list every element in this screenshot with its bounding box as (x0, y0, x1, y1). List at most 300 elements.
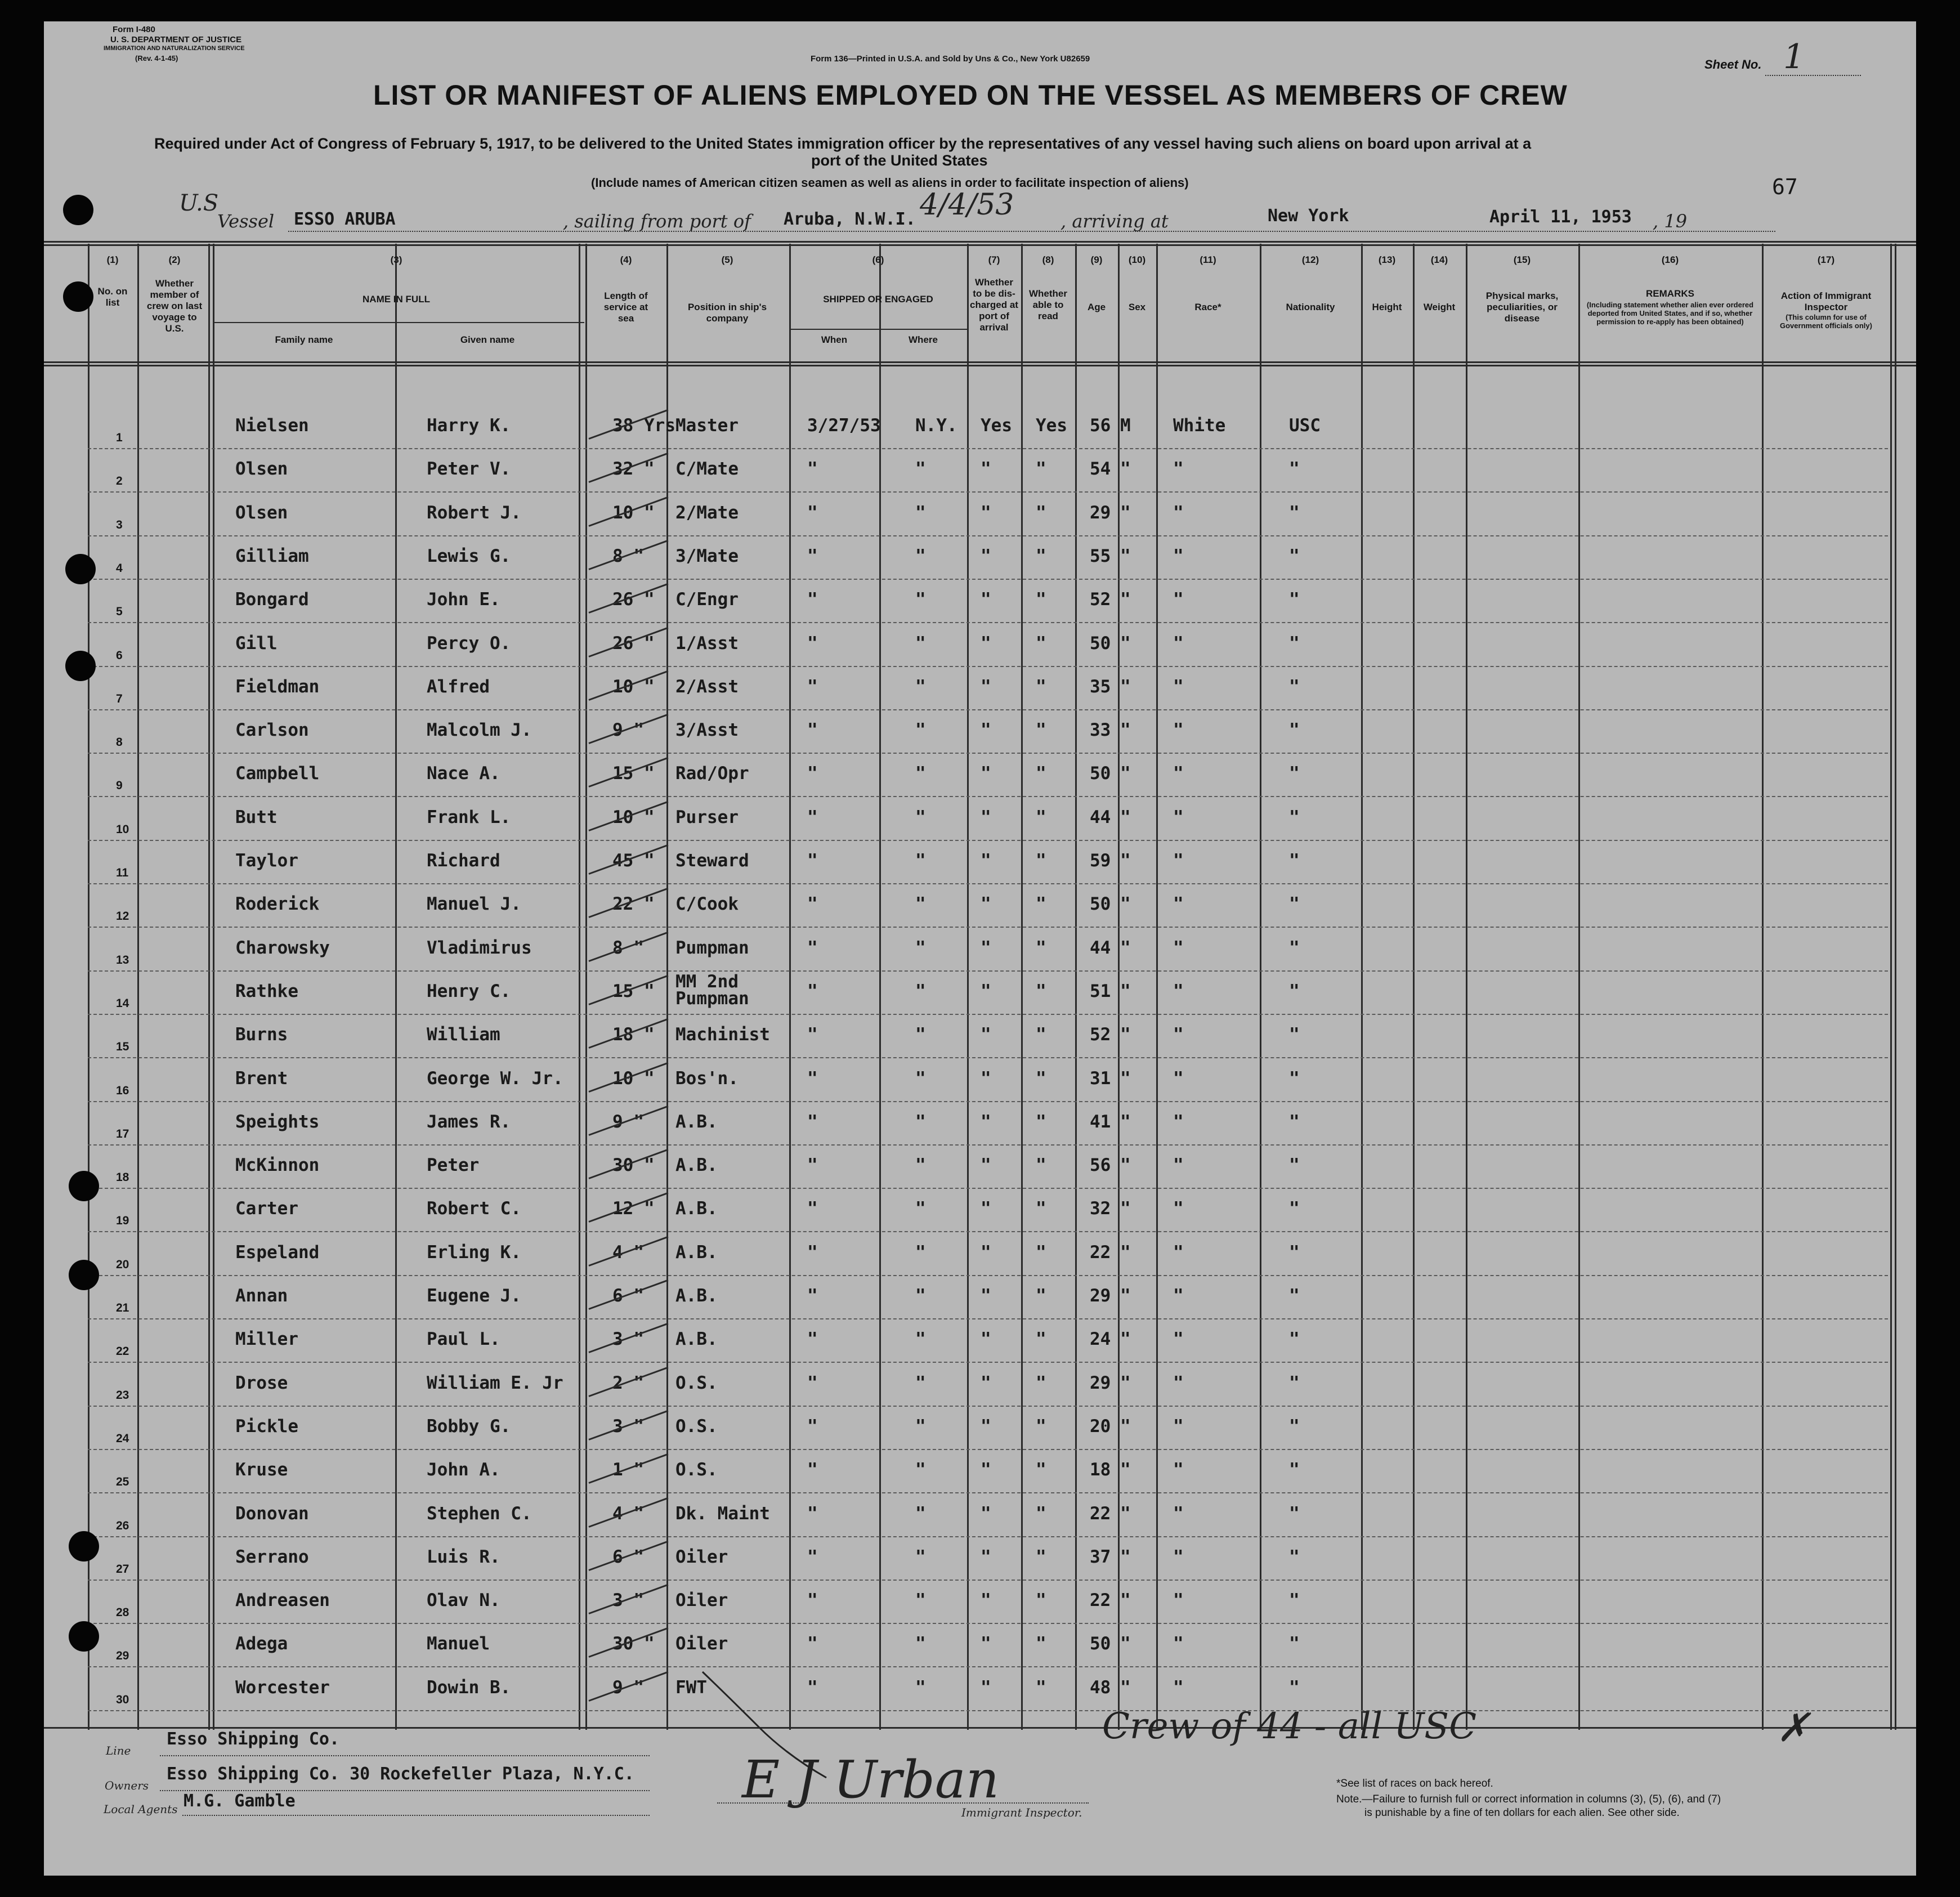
crew-length-of-service: 10 " (612, 1068, 655, 1089)
crew-race: " (1173, 589, 1184, 610)
crew-sex: " (1120, 1634, 1131, 1654)
crew-given-name: John E. (427, 589, 500, 610)
crew-shipped-where: " (915, 1242, 926, 1263)
crew-length-of-service: 32 " (612, 459, 655, 479)
vessel-name: ESSO ARUBA (294, 209, 396, 229)
crew-age: 24 (1090, 1329, 1111, 1349)
crew-nationality: " (1289, 589, 1300, 610)
col-num-10: (10) (1128, 254, 1146, 265)
crew-discharged: " (981, 546, 991, 566)
row-number: 16 (116, 1084, 129, 1097)
crew-given-name: George W. Jr. (427, 1068, 563, 1089)
row-rule (88, 1623, 1888, 1624)
crew-length-of-service: 6 " (612, 1286, 644, 1306)
sheet-number: 1 (1783, 37, 1805, 77)
crew-sex: " (1120, 1373, 1131, 1393)
crew-family-name: Kruse (235, 1460, 288, 1480)
head-remarks: REMARKS (1646, 288, 1694, 299)
crew-able-to-read: " (1036, 1373, 1046, 1393)
arrival-date: April 11, 1953 (1489, 207, 1632, 227)
crew-position: Dk. Maint (675, 1504, 770, 1524)
crew-discharged: " (981, 1155, 991, 1175)
races-note: *See list of races on back hereof. (1336, 1778, 1493, 1789)
row-rule (88, 1580, 1888, 1581)
crew-sex: " (1120, 1155, 1131, 1175)
crew-age: 32 (1090, 1198, 1111, 1219)
crew-discharged: " (981, 1329, 991, 1349)
row-rule (88, 1101, 1888, 1102)
row-number: 30 (116, 1693, 129, 1706)
crew-length-of-service: 30 " (612, 1155, 655, 1175)
crew-age: 20 (1090, 1416, 1111, 1437)
crew-shipped-when: " (807, 1024, 818, 1045)
crew-position: C/Mate (675, 459, 739, 479)
crew-shipped-where: " (915, 1286, 926, 1306)
crew-race: " (1173, 851, 1184, 871)
crew-discharged: Yes (981, 415, 1012, 436)
crew-family-name: Carlson (235, 720, 309, 740)
crew-family-name: Speights (235, 1112, 320, 1132)
crew-position: Oiler (675, 1590, 728, 1610)
crew-able-to-read: " (1036, 851, 1046, 871)
crew-shipped-where: " (915, 1198, 926, 1219)
crew-shipped-when: " (807, 1590, 818, 1610)
punch-hole (69, 1260, 99, 1290)
col-num-8: (8) (1042, 254, 1054, 265)
row-rule (88, 1144, 1888, 1146)
crew-sex: " (1120, 1329, 1131, 1349)
crew-shipped-when: " (807, 1677, 818, 1698)
crew-discharged: " (981, 1373, 991, 1393)
head-family-name: Family name (275, 334, 333, 345)
crew-nationality: " (1289, 1155, 1300, 1175)
row-number: 10 (116, 823, 129, 836)
crew-shipped-where: " (915, 1547, 926, 1567)
line-value: Esso Shipping Co. (167, 1729, 340, 1749)
row-number: 13 (116, 954, 129, 967)
crew-given-name: Manuel (427, 1634, 490, 1654)
crew-position: 2/Mate (675, 503, 739, 523)
crew-nationality: " (1289, 807, 1300, 827)
arriving-label: , arriving at (1060, 211, 1169, 232)
signature-stroke (697, 1665, 843, 1789)
crew-shipped-where: " (915, 894, 926, 914)
crew-shipped-where: " (915, 1634, 926, 1654)
crew-discharged: " (981, 763, 991, 784)
row-rule (88, 1014, 1888, 1015)
row-number: 22 (116, 1345, 129, 1358)
crew-given-name: Harry K. (427, 415, 511, 436)
crew-position: 3/Mate (675, 546, 739, 566)
crew-nationality: " (1289, 1677, 1300, 1698)
crew-position: Pumpman (675, 938, 749, 958)
head-shipped: SHIPPED OR ENGAGED (823, 294, 933, 305)
crew-length-of-service: 2 " (612, 1373, 644, 1393)
row-number: 3 (116, 518, 123, 531)
row-rule (88, 622, 1888, 623)
crew-family-name: Drose (235, 1373, 288, 1393)
crew-race: " (1173, 981, 1184, 1001)
crew-shipped-where: " (915, 1373, 926, 1393)
crew-position: O.S. (675, 1460, 718, 1480)
row-number: 26 (116, 1519, 129, 1532)
crew-nationality: " (1289, 851, 1300, 871)
crew-discharged: " (981, 1460, 991, 1480)
crew-given-name: Erling K. (427, 1242, 521, 1263)
crew-shipped-when: " (807, 589, 818, 610)
crew-sex: " (1120, 1112, 1131, 1132)
crew-shipped-when: " (807, 894, 818, 914)
crew-nationality: " (1289, 1416, 1300, 1437)
crew-age: 59 (1090, 851, 1111, 871)
col-num-11: (11) (1200, 254, 1216, 265)
crew-sex: " (1120, 851, 1131, 871)
crew-nationality: " (1289, 763, 1300, 784)
crew-able-to-read: " (1036, 459, 1046, 479)
crew-sex: " (1120, 1416, 1131, 1437)
crew-family-name: Rathke (235, 981, 298, 1001)
crew-length-of-service: 8 " (612, 938, 644, 958)
crew-shipped-when: " (807, 503, 818, 523)
crew-age: 18 (1090, 1460, 1111, 1480)
col-num-5: (5) (721, 254, 733, 265)
row-number: 6 (116, 649, 123, 662)
crew-position: 1/Asst (675, 633, 739, 654)
crew-nationality: " (1289, 1286, 1300, 1306)
crew-shipped-where: " (915, 720, 926, 740)
crew-discharged: " (981, 720, 991, 740)
col-num-7: (7) (988, 254, 1000, 265)
crew-discharged: " (981, 1024, 991, 1045)
inspector-check-mark: ✗ (1776, 1704, 1810, 1751)
crew-age: 50 (1090, 633, 1111, 654)
crew-race: " (1173, 1198, 1184, 1219)
head-physical-marks: Physical marks, peculiarities, or disease (1485, 290, 1559, 324)
row-rule (88, 1406, 1888, 1407)
crew-shipped-when: " (807, 1286, 818, 1306)
owners-value: Esso Shipping Co. 30 Rockefeller Plaza, N.Y.C. (167, 1764, 634, 1784)
crew-age: 29 (1090, 1286, 1111, 1306)
head-where: Where (909, 334, 938, 345)
crew-age: 22 (1090, 1590, 1111, 1610)
crew-position: C/Cook (675, 894, 739, 914)
crew-age: 22 (1090, 1242, 1111, 1263)
row-rule (88, 1362, 1888, 1363)
crew-nationality: " (1289, 1504, 1300, 1524)
row-rule (88, 796, 1888, 797)
crew-shipped-when: " (807, 1634, 818, 1654)
crew-able-to-read: " (1036, 894, 1046, 914)
sailing-from: Aruba, N.W.I. (784, 209, 916, 229)
crew-shipped-when: " (807, 1373, 818, 1393)
crew-race: " (1173, 546, 1184, 566)
crew-family-name: Roderick (235, 894, 320, 914)
crew-race: " (1173, 677, 1184, 697)
crew-race: " (1173, 1068, 1184, 1089)
row-number: 9 (116, 779, 123, 792)
crew-given-name: Manuel J. (427, 894, 521, 914)
head-height: Height (1372, 302, 1402, 312)
crew-length-of-service: 15 " (612, 763, 655, 784)
crew-able-to-read: " (1036, 1024, 1046, 1045)
crew-race: " (1173, 1547, 1184, 1567)
crew-able-to-read: " (1036, 1112, 1046, 1132)
row-rule (88, 666, 1888, 667)
col-num-3: (3) (390, 254, 402, 265)
crew-given-name: Stephen C. (427, 1504, 532, 1524)
head-nationality: Nationality (1286, 302, 1335, 312)
crew-family-name: Nielsen (235, 415, 309, 436)
col-num-12: (12) (1301, 254, 1319, 265)
row-rule (88, 491, 1888, 493)
row-number: 20 (116, 1258, 129, 1271)
crew-age: 56 (1090, 415, 1111, 436)
crew-given-name: John A. (427, 1460, 500, 1480)
crew-race: " (1173, 459, 1184, 479)
crew-given-name: Frank L. (427, 807, 511, 827)
crew-length-of-service: 4 " (612, 1242, 644, 1263)
col-num-15: (15) (1513, 254, 1531, 265)
crew-able-to-read: " (1036, 807, 1046, 827)
crew-family-name: Pickle (235, 1416, 298, 1437)
crew-shipped-where: " (915, 633, 926, 654)
crew-sex: " (1120, 1068, 1131, 1089)
crew-shipped-when: " (807, 851, 818, 871)
crew-family-name: Donovan (235, 1504, 309, 1524)
crew-sex: " (1120, 546, 1131, 566)
crew-nationality: " (1289, 459, 1300, 479)
row-number: 29 (116, 1649, 129, 1662)
subtitle-2: port of the United States (811, 152, 988, 169)
crew-able-to-read: " (1036, 720, 1046, 740)
inspector-label: Immigrant Inspector. (961, 1806, 1082, 1819)
crew-nationality: " (1289, 1112, 1300, 1132)
crew-shipped-where: " (915, 503, 926, 523)
row-number: 28 (116, 1606, 129, 1619)
crew-age: 29 (1090, 503, 1111, 523)
crew-able-to-read: " (1036, 1242, 1046, 1263)
col-num-2: (2) (168, 254, 181, 265)
agents-label: Local Agents (104, 1802, 178, 1816)
row-number: 25 (116, 1475, 129, 1488)
crew-position: A.B. (675, 1112, 718, 1132)
crew-shipped-when: " (807, 1155, 818, 1175)
crew-length-of-service: 30 " (612, 1634, 655, 1654)
crew-family-name: Butt (235, 807, 278, 827)
punch-hole (69, 1171, 99, 1201)
crew-shipped-where: " (915, 1155, 926, 1175)
crew-age: 35 (1090, 677, 1111, 697)
crew-shipped-when: " (807, 981, 818, 1001)
crew-able-to-read: " (1036, 1460, 1046, 1480)
crew-discharged: " (981, 938, 991, 958)
punch-hole (69, 1531, 99, 1562)
crew-shipped-where: " (915, 1460, 926, 1480)
punch-hole (63, 281, 93, 312)
row-number: 23 (116, 1389, 129, 1402)
crew-sex: " (1120, 633, 1131, 654)
crew-given-name: James R. (427, 1112, 511, 1132)
crew-length-of-service: 3 " (612, 1329, 644, 1349)
crew-able-to-read: " (1036, 1155, 1046, 1175)
col-num-6: (6) (872, 254, 884, 265)
agents-value: M.G. Gamble (184, 1791, 296, 1811)
crew-able-to-read: Yes (1036, 415, 1067, 436)
crew-family-name: Adega (235, 1634, 288, 1654)
row-rule (88, 1710, 1888, 1711)
crew-able-to-read: " (1036, 763, 1046, 784)
punch-hole (65, 651, 96, 681)
row-number: 19 (116, 1214, 129, 1227)
crew-sex: " (1120, 938, 1131, 958)
crew-family-name: Bongard (235, 589, 309, 610)
crew-family-name: Olsen (235, 459, 288, 479)
crew-sex: " (1120, 503, 1131, 523)
crew-length-of-service: 10 " (612, 503, 655, 523)
crew-able-to-read: " (1036, 1547, 1046, 1567)
form-number: Form I-480 (113, 25, 155, 34)
crew-position: Master (675, 415, 739, 436)
crew-age: 50 (1090, 894, 1111, 914)
crew-position: A.B. (675, 1198, 718, 1219)
head-able-to-read: Whether able to read (1029, 288, 1067, 321)
crew-discharged: " (981, 894, 991, 914)
crew-sex: " (1120, 677, 1131, 697)
crew-family-name: Fieldman (235, 677, 320, 697)
crew-age: 22 (1090, 1504, 1111, 1524)
crew-given-name: Luis R. (427, 1547, 500, 1567)
crew-race: White (1173, 415, 1226, 436)
head-length-service: Length of service at sea (603, 290, 648, 324)
crew-sex: " (1120, 1504, 1131, 1524)
col-num-14: (14) (1430, 254, 1448, 265)
crew-race: " (1173, 1112, 1184, 1132)
crew-sex: " (1120, 1547, 1131, 1567)
crew-race: " (1173, 1504, 1184, 1524)
crew-race: " (1173, 1677, 1184, 1698)
crew-shipped-where: " (915, 807, 926, 827)
crew-position: 2/Asst (675, 677, 739, 697)
col-num-4: (4) (620, 254, 632, 265)
crew-length-of-service: 12 " (612, 1198, 655, 1219)
head-whether-member: Whether member of crew on last voyage to U.S. (146, 278, 203, 334)
crew-shipped-where: " (915, 1416, 926, 1437)
crew-discharged: " (981, 1112, 991, 1132)
row-rule (88, 1188, 1888, 1189)
service: IMMIGRATION AND NATURALIZATION SERVICE (104, 45, 245, 52)
crew-family-name: Serrano (235, 1547, 309, 1567)
head-name-in-full: NAME IN FULL (363, 294, 430, 305)
crew-position: Oiler (675, 1634, 728, 1654)
page-number: 67 (1772, 175, 1798, 199)
row-rule (88, 709, 1888, 710)
crew-nationality: " (1289, 938, 1300, 958)
crew-position: Rad/Opr (675, 763, 749, 784)
crew-sex: " (1120, 763, 1131, 784)
crew-able-to-read: " (1036, 1416, 1046, 1437)
crew-discharged: " (981, 1677, 991, 1698)
head-weight: Weight (1423, 302, 1456, 312)
crew-discharged: " (981, 851, 991, 871)
col-num-17: (17) (1817, 254, 1835, 265)
crew-length-of-service: 38 Yrs (612, 415, 675, 436)
crew-family-name: Carter (235, 1198, 298, 1219)
row-number: 8 (116, 736, 123, 749)
crew-nationality: " (1289, 1547, 1300, 1567)
crew-able-to-read: " (1036, 1286, 1046, 1306)
crew-shipped-where: N.Y. (915, 415, 957, 436)
head-age: Age (1087, 302, 1106, 312)
vessel-label: Vessel (217, 211, 275, 232)
row-number: 4 (116, 562, 123, 575)
row-number: 15 (116, 1040, 129, 1053)
head-sex: Sex (1128, 302, 1146, 312)
crew-shipped-where: " (915, 1024, 926, 1045)
manifest-sheet (44, 21, 1916, 1876)
crew-family-name: Brent (235, 1068, 288, 1089)
crew-position: MM 2nd Pumpman (675, 972, 749, 1009)
row-rule (88, 753, 1888, 754)
crew-age: 52 (1090, 1024, 1111, 1045)
crew-discharged: " (981, 1068, 991, 1089)
crew-able-to-read: " (1036, 938, 1046, 958)
crew-able-to-read: " (1036, 1068, 1046, 1089)
crew-nationality: " (1289, 503, 1300, 523)
crew-shipped-where: " (915, 1677, 926, 1698)
crew-nationality: " (1289, 981, 1300, 1001)
crew-race: " (1173, 633, 1184, 654)
department: U. S. DEPARTMENT OF JUSTICE (110, 35, 242, 44)
crew-shipped-when: " (807, 1416, 818, 1437)
crew-sex: " (1120, 1242, 1131, 1263)
crew-shipped-when: " (807, 1460, 818, 1480)
row-number: 14 (116, 997, 129, 1010)
head-action: Action of Immigrant Inspector (1780, 290, 1872, 312)
crew-discharged: " (981, 1416, 991, 1437)
crew-position: C/Engr (675, 589, 739, 610)
crew-shipped-where: " (915, 851, 926, 871)
crew-age: 50 (1090, 763, 1111, 784)
crew-nationality: " (1289, 1024, 1300, 1045)
crew-age: 29 (1090, 1373, 1111, 1393)
crew-shipped-where: " (915, 938, 926, 958)
crew-age: 54 (1090, 459, 1111, 479)
crew-family-name: Gill (235, 633, 278, 654)
row-number: 12 (116, 910, 129, 923)
owners-label: Owners (105, 1779, 149, 1792)
head-race: Race* (1194, 302, 1221, 312)
crew-shipped-where: " (915, 1068, 926, 1089)
crew-sex: " (1120, 894, 1131, 914)
crew-discharged: " (981, 589, 991, 610)
crew-race: " (1173, 1242, 1184, 1263)
crew-nationality: " (1289, 1068, 1300, 1089)
punch-hole (63, 195, 93, 225)
subtitle-1: Required under Act of Congress of February 5, 1917, to be delivered to the United States immigration officer by the representatives of any vessel having such aliens on board upon arrival at a (154, 135, 1532, 152)
crew-nationality: " (1289, 1460, 1300, 1480)
crew-nationality: " (1289, 1590, 1300, 1610)
crew-family-name: Olsen (235, 503, 288, 523)
row-number: 27 (116, 1563, 129, 1576)
crew-shipped-when: " (807, 938, 818, 958)
crew-length-of-service: 4 " (612, 1504, 644, 1524)
crew-able-to-read: " (1036, 1634, 1046, 1654)
row-number: 1 (116, 431, 123, 444)
col-num-9: (9) (1090, 254, 1103, 265)
fine-note-1: Note.—Failure to furnish full or correct information in columns (3), (5), (6), and (7) (1336, 1793, 1721, 1805)
sailing-label: , sailing from port of (563, 211, 751, 232)
crew-discharged: " (981, 1198, 991, 1219)
